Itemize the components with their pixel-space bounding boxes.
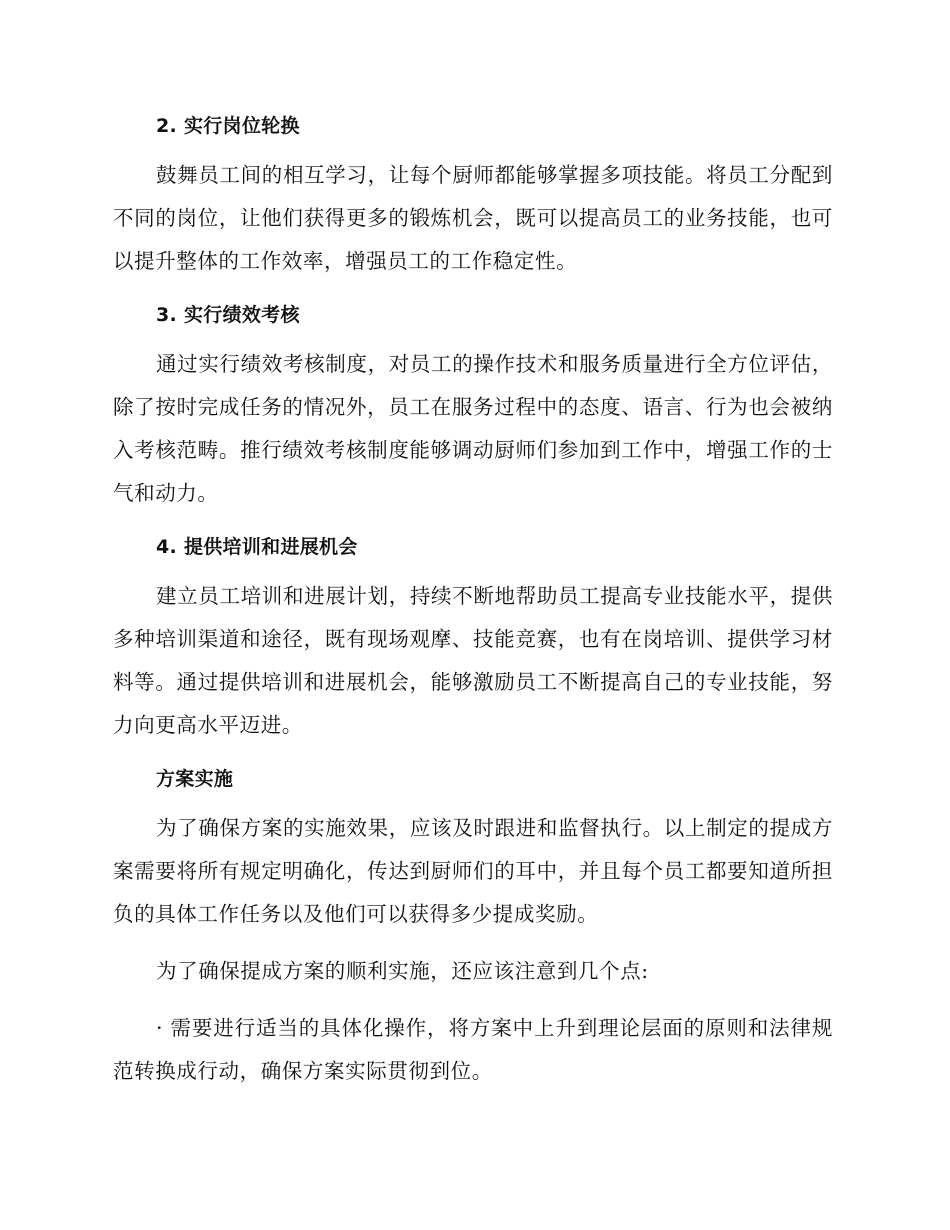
- section-paragraph-job-rotation: 鼓舞员工间的相互学习，让每个厨师都能够掌握多项技能。将员工分配到不同的岗位，让他们获得更多的锻炼机会，既可以提高员工的业务技能，也可以提升整体的工作效率，增强员工的工作稳定性。: [113, 163, 833, 273]
- section-heading-training: 4. 提供培训和进展机会: [156, 536, 358, 558]
- document-page: [113, 108, 833, 1093]
- section-heading-implementation: 方案实施: [156, 768, 234, 790]
- implementation-paragraph-1: 为了确保方案的实施效果，应该及时跟进和监督执行。以上制定的提成方案需要将所有规定明确化，传达到厨师们的耳中，并且每个员工都要知道所担负的具体工作任务以及他们可以获得多少提成奖励。: [113, 816, 833, 926]
- implementation-bullet-1: · 需要进行适当的具体化操作，将方案中上升到理论层面的原则和法律规范转换成行动，确保方案实际贯彻到位。: [113, 1016, 833, 1083]
- section-paragraph-training: 建立员工培训和进展计划，持续不断地帮助员工提高专业技能水平，提供多种培训渠道和途径，既有现场观摩、技能竞赛，也有在岗培训、提供学习材料等。通过提供培训和进展机会，能够激励员工不断提高自己的专业技能，努力向更高水平迈进。: [113, 584, 833, 737]
- section-heading-performance-review: 3. 实行绩效考核: [156, 304, 300, 326]
- section-heading-job-rotation: 2. 实行岗位轮换: [156, 115, 300, 137]
- implementation-paragraph-2: 为了确保提成方案的顺利实施，还应该注意到几个点:: [156, 959, 649, 983]
- section-paragraph-performance-review: 通过实行绩效考核制度，对员工的操作技术和服务质量进行全方位评估，除了按时完成任务的情况外，员工在服务过程中的态度、语言、行为也会被纳入考核范畴。推行绩效考核制度能够调动厨师们参加到工作中，增强工作的士气和动力。: [113, 352, 833, 505]
